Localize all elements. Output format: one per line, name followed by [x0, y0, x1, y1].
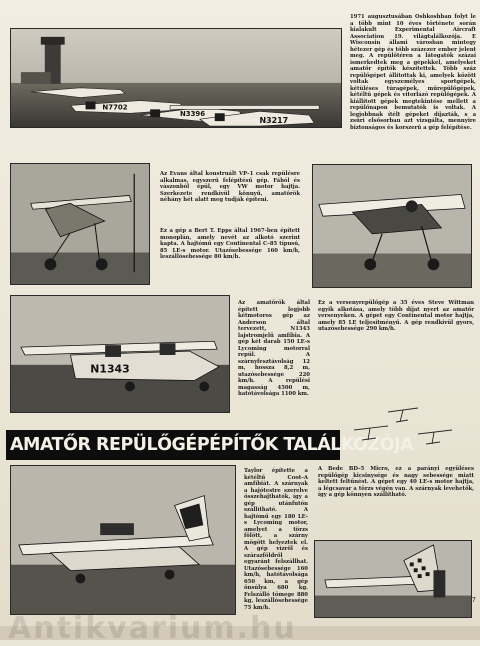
photo-bede-bd5 — [314, 540, 472, 618]
text-bede: A Bede BD–5 Micro, ez a parányi együléses repülőgép kicsinysége és nagy sebessége miatt keltett feltűnést. A gépet egy 40 LE-s motor hajtja, a légcsavar a törzs végén van. A szárnyak levehetők, így a gép könnyen szállítható. — [318, 466, 474, 498]
text-vp1: Az Evans által konstruált VP–1 csak repülésre alkalmas, egyszerű felépítésű gép. Fából és vászonból épül, egy VW motor hajtja. Szerkezete rendkívül könnyű, amatőrök néhány hét alatt meg tudják építeni. — [160, 171, 300, 203]
registration-label: N1343 — [90, 362, 130, 376]
text-intro: 1971 augusztusában Oshkoshban folyt le a több mint 10 éves története során kialakult Experimental Aircraft Association 19. világtalálkozója. E Wisconsin állami városban mintegy hétezer gép és több százezer ember jelent meg. A repülőtéren a látogatók százai ismerkedtek meg a gépekkel, amelyeket amatőr építők készítettek. Több száz repülőgépet állítottak ki, amelyek között voltak egyszemélyes sportgépek, kétüléses túragépek, műrepülőgépek, kétéltű gépek és vitorlázó repülőgépek. A kiállított gépek megtekintése mellett a repülőnapon bemutatók is voltak. A legjobbnak ítélt gépeket díjazták, s a zsűri elsősorban azt vizsgálta, mennyire biztonságos és korszerű a gép felépítése. — [350, 14, 476, 131]
text-competition: Ez a versenyrepülőgép a 35 éves Steve Wittman egyik alkotása, amely több díjat nyert az amatőr versenyeken. A gépet egy Continental motor hajtja, amely 85 LE teljesítményű. A gép rendkívül gyors, utazósebessége 290 km/h. — [318, 300, 474, 332]
text-n1343: Az amatőrök által épített legjobb kétmotoros gép az Anderson által tervezett, N1343 lajstromjelű amfíbia. A gép két darab 150 LE-s Lycoming motorral repül. A szárnyfesztávolság 12 m, hossza 8,2 m, utazósebessége 220 km/h. A repülési magasság 4500 m, hatótávolsága 1100 km. — [238, 300, 310, 397]
photo-airfield-lineup — [10, 28, 342, 128]
registration-label: N3217 — [259, 116, 289, 126]
registration-label: N7702 — [102, 103, 128, 112]
article-headline: AMATŐR REPÜLŐGÉPÉPÍTŐK TALÁLKOZÓJA — [6, 430, 340, 460]
sketch-airplanes — [348, 400, 460, 452]
photo-coot-amphibian — [10, 465, 236, 615]
photo-vp1-monoplane — [10, 163, 150, 285]
watermark: Antikvarium.hu — [8, 611, 297, 646]
photo-n1343-twin — [10, 295, 230, 413]
page-number: 7 — [471, 596, 476, 604]
airfield-illustration — [11, 29, 341, 127]
registration-label: N3396 — [179, 110, 206, 119]
text-fly-baby: Ez a gép a Bert T. Epps által 1967-ben épített monoplán, amely nevét az alkotó szerint kapta. A hajtómű egy Continental C–85 típusú, 85 LE-s motor. Utazósebessége 160 km/h, leszállósebessége 80 km/h. — [160, 228, 300, 260]
text-taylor: Taylor építette a kétéltű Coot–A amfíbiát. A szárnyak a hajótestre szerelve összehajthatók, így a gép utánfutón szállítható. A hajtómű egy 180 LE-s Lycoming motor, amelyet a törzs fölött, a szárny mögött helyeztek el. A gép vízről és szárazföldről egyaránt felszállhat. Utazósebessége 160 km/h, hatótávolsága 650 km, a gép önsúlya 680 kg. Felszálló tömege 880 kg, leszállósebessége 75 km/h. — [244, 468, 308, 611]
photo-fly-baby — [312, 164, 472, 288]
